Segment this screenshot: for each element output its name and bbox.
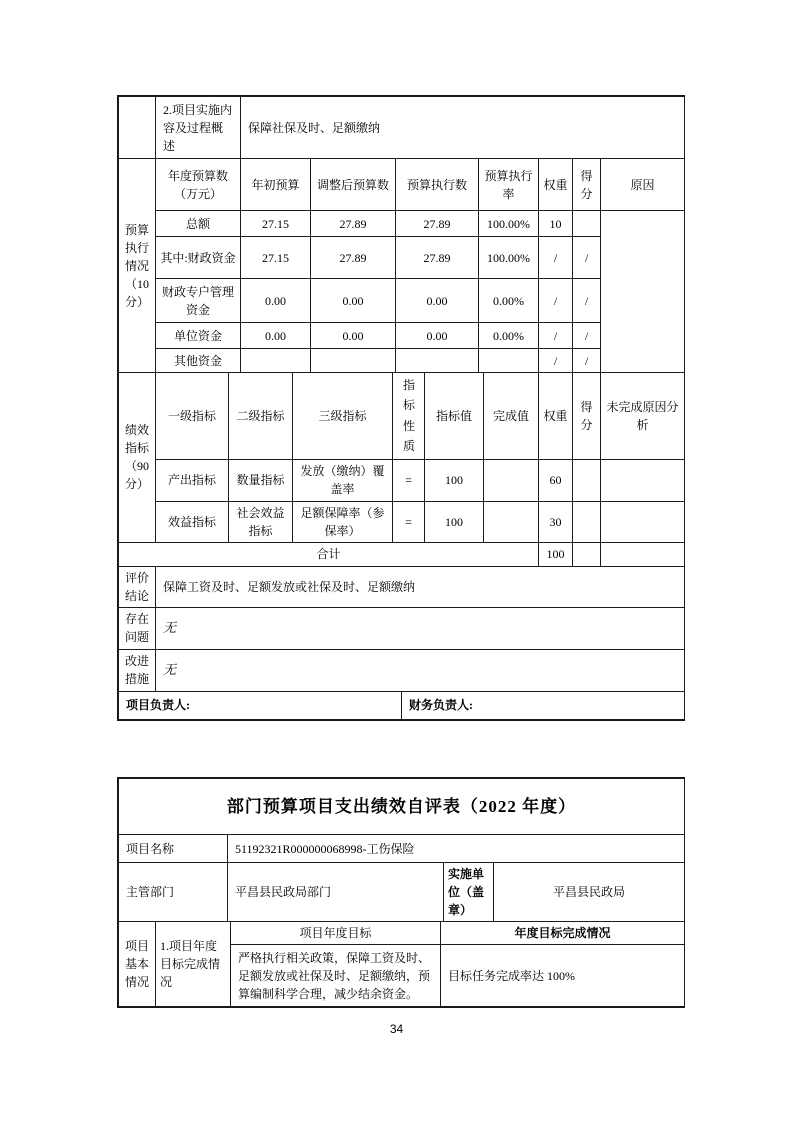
- budget-initial: 0.00: [241, 279, 311, 323]
- empty-side-cell: [119, 97, 156, 159]
- budget-initial: 0.00: [241, 323, 311, 349]
- project-lead-label: 项目负责人:: [119, 691, 402, 719]
- impl-unit-label: 实施单位（盖章）: [444, 863, 494, 922]
- goal-completion-header: 年度目标完成情况: [441, 922, 685, 945]
- col-header-level1: 一级指标: [156, 373, 229, 460]
- conclusion-section: [118, 566, 685, 692]
- perf-weight: 30: [539, 501, 573, 542]
- problems-label: 存在问题: [119, 607, 156, 649]
- perf-section-label: 绩效指标（90分）: [119, 373, 156, 543]
- impl-unit-value: 平昌县民政局: [494, 863, 685, 922]
- impl-summary-section: [118, 96, 685, 159]
- budget-score: /: [573, 323, 601, 349]
- total-label: 合计: [119, 542, 539, 566]
- budget-row-special-account: [119, 279, 685, 323]
- project-name-label: 项目名称: [119, 835, 228, 863]
- budget-initial: 27.15: [241, 211, 311, 237]
- budget-row-label: 总额: [156, 211, 241, 237]
- budget-rate: 100.00%: [479, 211, 539, 237]
- budget-executed: 0.00: [396, 279, 479, 323]
- budget-executed: 0.00: [396, 323, 479, 349]
- project-name-value: 51192321R000000068998-工伤保险: [228, 835, 685, 863]
- perf-done: [484, 501, 539, 542]
- total-weight: 100: [539, 542, 573, 566]
- department-section: [118, 862, 685, 922]
- total-score: [573, 542, 601, 566]
- perf-done: [484, 459, 539, 501]
- perf-level3: 足额保障率（参保率）: [293, 501, 393, 542]
- col-header-analysis: 未完成原因分析: [601, 373, 685, 460]
- perf-level1: 效益指标: [156, 501, 229, 542]
- perf-analysis: [601, 459, 685, 501]
- budget-rate: [479, 349, 539, 373]
- annual-goal-text: 严格执行相关政策，保障工资及时、足额发放或社保及时、足额缴纳，预算编制科学合理，减少结余资金。: [231, 945, 441, 1007]
- budget-adjusted: 0.00: [311, 323, 396, 349]
- perf-score: [573, 501, 601, 542]
- measures-value: 无: [156, 649, 685, 691]
- basic-section-label: 项目基本情况: [119, 922, 156, 1007]
- budget-executed: [396, 349, 479, 373]
- col-header-initial-budget: 年初预算: [241, 159, 311, 211]
- col-header-level3: 三级指标: [293, 373, 393, 460]
- col-header-done-value: 完成值: [484, 373, 539, 460]
- conclusion-value: 保障工资及时、足额发放或社保及时、足额缴纳: [156, 566, 685, 607]
- budget-weight: 10: [539, 211, 573, 237]
- perf-nature: =: [393, 459, 425, 501]
- col-header-weight: 权重: [539, 373, 573, 460]
- self-evaluation-table-2022: [117, 777, 685, 1008]
- project-name-section: [118, 834, 685, 863]
- performance-indicator-section: [118, 372, 685, 543]
- col-header-annual-budget: 年度预算数（万元）: [156, 159, 241, 211]
- impl-label: 2.项目实施内容及过程概述: [156, 97, 241, 159]
- col-header-adjusted-budget: 调整后预算数: [311, 159, 396, 211]
- col-header-level2: 二级指标: [229, 373, 293, 460]
- budget-score: [573, 211, 601, 237]
- budget-row-label: 财政专户管理资金: [156, 279, 241, 323]
- problems-value: 无: [156, 607, 685, 649]
- perf-level2: 社会效益指标: [229, 501, 293, 542]
- budget-row-label: 单位资金: [156, 323, 241, 349]
- budget-adjusted: 27.89: [311, 237, 396, 279]
- budget-row-total: [119, 211, 685, 237]
- finance-lead-label: 财务负责人:: [402, 691, 685, 719]
- measures-label: 改进措施: [119, 649, 156, 691]
- budget-row-label: 其他资金: [156, 349, 241, 373]
- total-row-section: [118, 542, 685, 567]
- perf-weight: 60: [539, 459, 573, 501]
- budget-score: /: [573, 279, 601, 323]
- goal-completion-text: 目标任务完成率达 100%: [441, 945, 685, 1007]
- budget-weight: /: [539, 279, 573, 323]
- perf-target: 100: [425, 501, 484, 542]
- budget-initial: 27.15: [241, 237, 311, 279]
- perf-level2: 数量指标: [229, 459, 293, 501]
- budget-weight: /: [539, 237, 573, 279]
- budget-row-fiscal: [119, 237, 685, 279]
- col-header-executed: 预算执行数: [396, 159, 479, 211]
- col-header-target-value: 指标值: [425, 373, 484, 460]
- budget-executed: 27.89: [396, 237, 479, 279]
- budget-row-label: 其中:财政资金: [156, 237, 241, 279]
- budget-section-label: 预算执行情况（10分）: [119, 159, 156, 373]
- perf-score: [573, 459, 601, 501]
- perf-row-output: [119, 459, 685, 501]
- budget-executed: 27.89: [396, 211, 479, 237]
- perf-target: 100: [425, 459, 484, 501]
- col-header-weight: 权重: [539, 159, 573, 211]
- budget-row-other-funds: [119, 349, 685, 373]
- budget-rate: 0.00%: [479, 279, 539, 323]
- budget-weight: /: [539, 349, 573, 373]
- title-section: [118, 778, 685, 835]
- annual-goal-header: 项目年度目标: [231, 922, 441, 945]
- dept-label: 主管部门: [119, 863, 228, 922]
- budget-execution-section: [118, 158, 685, 373]
- budget-adjusted: [311, 349, 396, 373]
- perf-nature: =: [393, 501, 425, 542]
- budget-score: /: [573, 349, 601, 373]
- perf-row-benefit: [119, 501, 685, 542]
- budget-adjusted: 0.00: [311, 279, 396, 323]
- basic-info-section: [118, 921, 685, 1007]
- page-number: 34: [389, 1022, 404, 1036]
- col-header-nature: 指标性质: [393, 373, 425, 460]
- impl-value: 保障社保及时、足额缴纳: [241, 97, 685, 159]
- budget-weight: /: [539, 323, 573, 349]
- signature-section: [118, 691, 685, 720]
- budget-initial: [241, 349, 311, 373]
- total-analysis: [601, 542, 685, 566]
- budget-rate: 0.00%: [479, 323, 539, 349]
- budget-adjusted: 27.89: [311, 211, 396, 237]
- budget-score: /: [573, 237, 601, 279]
- budget-row-unit-funds: [119, 323, 685, 349]
- col-header-execution-rate: 预算执行率: [479, 159, 539, 211]
- col-header-reason: 原因: [601, 159, 685, 211]
- self-evaluation-table-continued: [117, 95, 685, 721]
- col-header-score: 得分: [573, 159, 601, 211]
- perf-level3: 发放（缴纳）覆盖率: [293, 459, 393, 501]
- budget-reason-cell: [601, 211, 685, 373]
- col-header-score: 得分: [573, 373, 601, 460]
- basic-item-label: 1.项目年度目标完成情况: [156, 922, 231, 1007]
- conclusion-label: 评价结论: [119, 566, 156, 607]
- budget-rate: 100.00%: [479, 237, 539, 279]
- perf-level1: 产出指标: [156, 459, 229, 501]
- perf-analysis: [601, 501, 685, 542]
- dept-value: 平昌县民政局部门: [228, 863, 444, 922]
- table-title: 部门预算项目支出绩效自评表（2022 年度）: [119, 779, 685, 835]
